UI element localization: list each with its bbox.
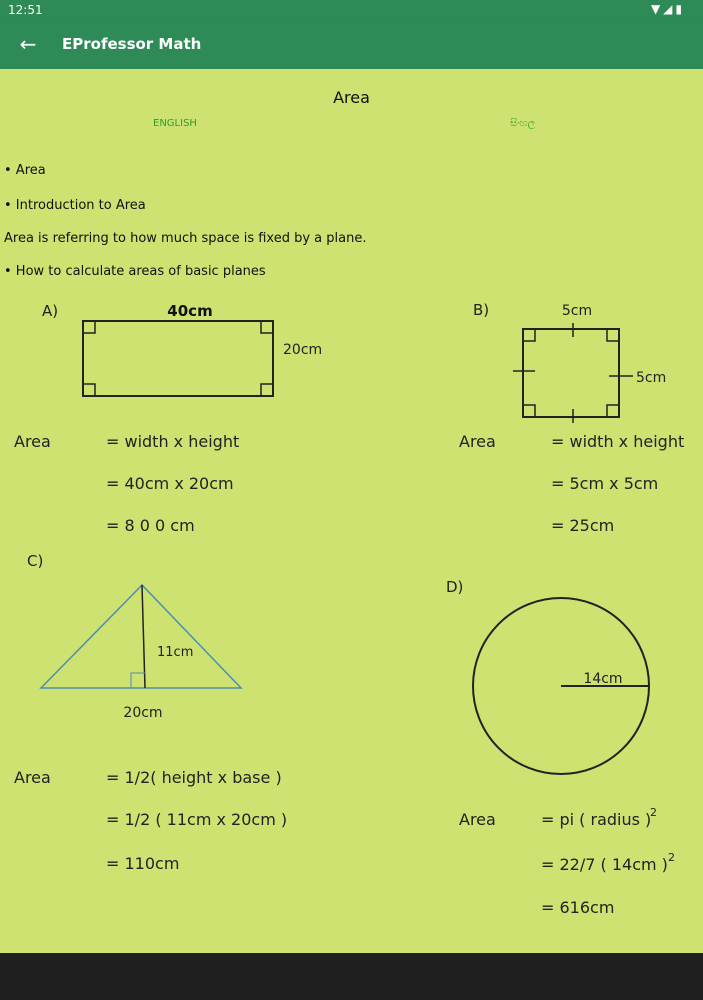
lang-english-button[interactable]: ENGLISH bbox=[153, 118, 197, 129]
area-figure bbox=[0, 69, 703, 953]
eq-b-area: Area bbox=[459, 432, 496, 451]
eq-c-line1: = 1/2( height x base ) bbox=[106, 768, 282, 787]
eq-a-area: Area bbox=[14, 432, 51, 451]
figure-b-label: B) bbox=[473, 301, 490, 319]
rectangle-right-angle-marks bbox=[83, 321, 273, 396]
bullet-introduction: • Introduction to Area bbox=[4, 198, 146, 213]
content-area bbox=[0, 69, 703, 953]
eq-a-line2: = 40cm x 20cm bbox=[106, 474, 234, 493]
figure-d-radius-label: 14cm bbox=[583, 671, 623, 687]
figure-a-height-label: 20cm bbox=[283, 342, 323, 358]
triangle-right-angle-mark bbox=[131, 673, 145, 688]
eq-c-line2: = 1/2 ( 11cm x 20cm ) bbox=[106, 810, 288, 829]
status-icons: ▼◢▮ bbox=[650, 2, 685, 16]
figure-a-width-label: 40cm bbox=[167, 302, 213, 320]
square-tick-marks bbox=[513, 323, 633, 423]
bullet-area: • Area bbox=[4, 163, 46, 178]
eq-d-line3: = 616cm bbox=[541, 898, 615, 917]
figure-a-label: A) bbox=[42, 302, 59, 320]
status-time: 12:51 bbox=[8, 3, 43, 17]
eq-c-area: Area bbox=[14, 768, 51, 787]
figure-d-label: D) bbox=[446, 578, 464, 596]
figure-c-base-label: 20cm bbox=[123, 705, 163, 721]
eq-c-line3: = 110cm bbox=[106, 854, 180, 873]
rectangle-shape bbox=[83, 321, 273, 396]
eq-b-line1: = width x height bbox=[551, 432, 685, 451]
figure-c-label: C) bbox=[27, 552, 44, 570]
bullet-how-to: • How to calculate areas of basic planes bbox=[4, 264, 266, 279]
app-title: EProfessor Math bbox=[62, 35, 202, 53]
square-right-angle-marks bbox=[523, 329, 619, 417]
eq-d-line2: = 22/7 ( 14cm ) bbox=[541, 855, 668, 874]
definition-text: Area is referring to how much space is fixed by a plane. bbox=[4, 231, 367, 246]
eq-b-line2: = 5cm x 5cm bbox=[551, 474, 659, 493]
app-bar bbox=[0, 20, 703, 69]
figure-b-top-label: 5cm bbox=[561, 303, 593, 319]
eq-d-line1-exponent: 2 bbox=[650, 806, 657, 819]
arrow-left-icon: ← bbox=[19, 32, 37, 56]
eq-b-line3: = 25cm bbox=[551, 516, 615, 535]
eq-d-line2-exponent: 2 bbox=[668, 851, 675, 864]
eq-a-line1: = width x height bbox=[106, 432, 240, 451]
eq-a-line3: = 8 0 0 cm bbox=[106, 516, 195, 535]
square-shape bbox=[523, 329, 619, 417]
eq-d-line1: = pi ( radius ) bbox=[541, 810, 652, 829]
back-button[interactable] bbox=[16, 32, 40, 56]
page-title: Area bbox=[333, 88, 370, 107]
figure-b-side-label: 5cm bbox=[636, 370, 667, 386]
navigation-bar bbox=[0, 953, 703, 1000]
lang-sinhala-button[interactable]: සිංහල bbox=[510, 118, 536, 129]
status-bar bbox=[0, 0, 703, 20]
eq-d-area: Area bbox=[459, 810, 496, 829]
figure-c-height-label: 11cm bbox=[157, 645, 194, 660]
